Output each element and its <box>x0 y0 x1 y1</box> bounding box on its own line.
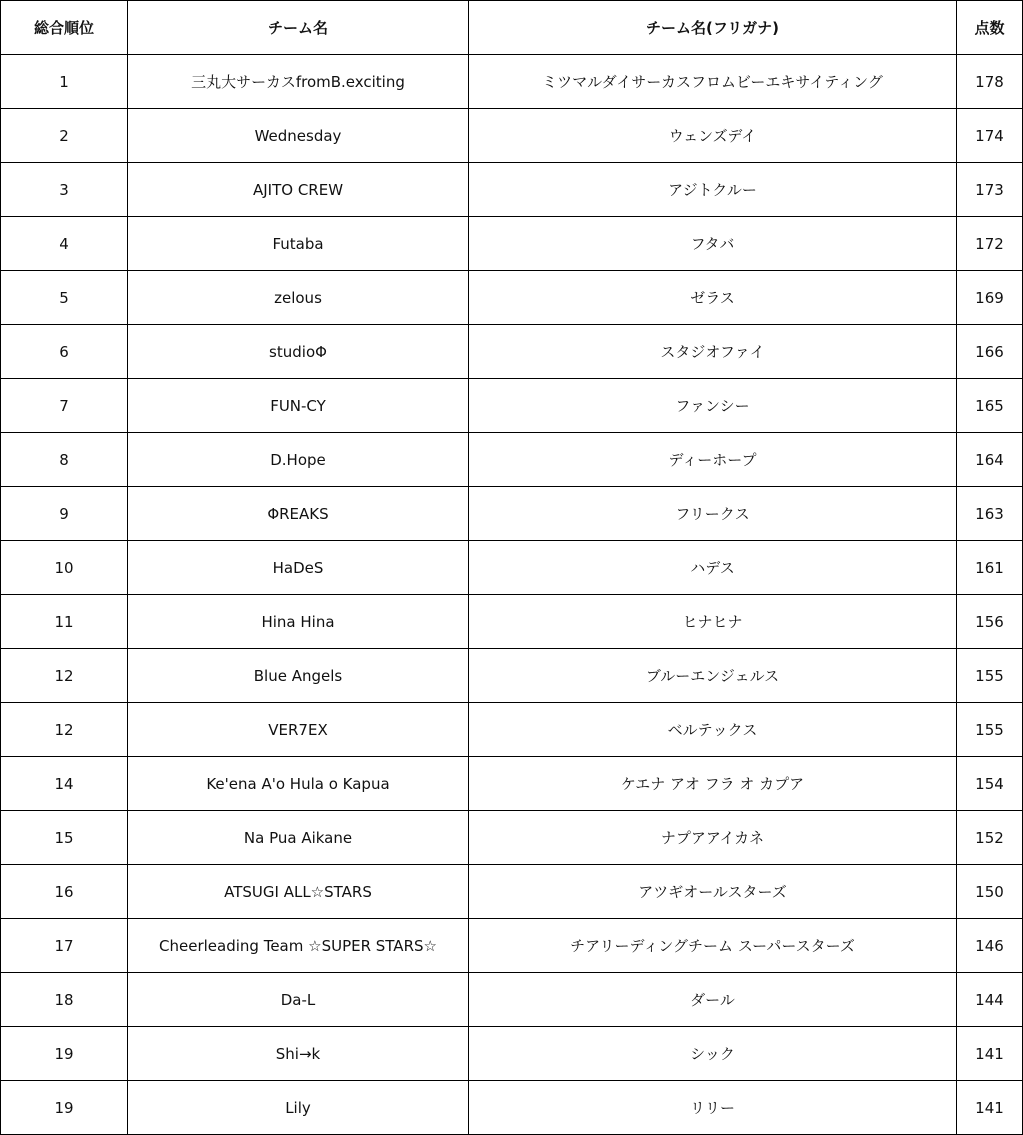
team-name-kana-cell: ウェンズデイ <box>469 109 957 163</box>
score-cell: 141 <box>957 1027 1023 1081</box>
table-body <box>1 55 1023 1135</box>
team-name-cell: Ke'ena A'o Hula o Kapua <box>128 757 469 811</box>
team-name-column-header: チーム名 <box>128 1 469 55</box>
team-name-cell: Cheerleading Team ☆SUPER STARS☆ <box>128 919 469 973</box>
team-name-cell: Wednesday <box>128 109 469 163</box>
team-name-kana-cell: ブルーエンジェルス <box>469 649 957 703</box>
score-cell: 165 <box>957 379 1023 433</box>
team-name-kana-cell: ダール <box>469 973 957 1027</box>
table-row <box>1 271 1023 325</box>
rank-cell: 1 <box>1 55 128 109</box>
score-cell: 155 <box>957 703 1023 757</box>
team-name-kana-cell: ケエナ アオ フラ オ カプア <box>469 757 957 811</box>
team-name-cell: Lily <box>128 1081 469 1135</box>
rank-cell: 12 <box>1 649 128 703</box>
rank-cell: 14 <box>1 757 128 811</box>
team-name-cell: Na Pua Aikane <box>128 811 469 865</box>
table-header <box>1 1 1023 55</box>
table-row <box>1 55 1023 109</box>
table-row <box>1 757 1023 811</box>
score-cell: 173 <box>957 163 1023 217</box>
header-row <box>1 1 1023 55</box>
score-cell: 155 <box>957 649 1023 703</box>
table-row <box>1 865 1023 919</box>
rank-column-header: 総合順位 <box>1 1 128 55</box>
team-name-cell: 三丸大サーカスfromB.exciting <box>128 55 469 109</box>
rank-cell: 12 <box>1 703 128 757</box>
team-name-cell: D.Hope <box>128 433 469 487</box>
team-name-kana-cell: ゼラス <box>469 271 957 325</box>
rank-cell: 8 <box>1 433 128 487</box>
score-cell: 164 <box>957 433 1023 487</box>
team-name-cell: FUN-CY <box>128 379 469 433</box>
team-name-kana-cell: アジトクルー <box>469 163 957 217</box>
team-name-cell: AJITO CREW <box>128 163 469 217</box>
rank-cell: 16 <box>1 865 128 919</box>
team-name-cell: Da-L <box>128 973 469 1027</box>
table-row <box>1 433 1023 487</box>
score-cell: 178 <box>957 55 1023 109</box>
score-cell: 141 <box>957 1081 1023 1135</box>
table-row <box>1 1081 1023 1135</box>
score-cell: 146 <box>957 919 1023 973</box>
rank-cell: 3 <box>1 163 128 217</box>
team-name-cell: ΦREAKS <box>128 487 469 541</box>
rank-cell: 15 <box>1 811 128 865</box>
team-name-kana-column-header: チーム名(フリガナ) <box>469 1 957 55</box>
table-row <box>1 163 1023 217</box>
score-cell: 172 <box>957 217 1023 271</box>
score-cell: 154 <box>957 757 1023 811</box>
team-name-cell: studioΦ <box>128 325 469 379</box>
rank-cell: 11 <box>1 595 128 649</box>
table-row <box>1 379 1023 433</box>
score-cell: 161 <box>957 541 1023 595</box>
score-cell: 169 <box>957 271 1023 325</box>
rank-cell: 19 <box>1 1027 128 1081</box>
table-row <box>1 811 1023 865</box>
team-name-cell: Hina Hina <box>128 595 469 649</box>
table-row <box>1 595 1023 649</box>
team-name-kana-cell: ハデス <box>469 541 957 595</box>
table-row <box>1 703 1023 757</box>
score-cell: 156 <box>957 595 1023 649</box>
team-name-cell: zelous <box>128 271 469 325</box>
team-name-kana-cell: ミツマルダイサーカスフロムビーエキサイティング <box>469 55 957 109</box>
table-row <box>1 217 1023 271</box>
score-cell: 166 <box>957 325 1023 379</box>
table-row <box>1 973 1023 1027</box>
team-name-kana-cell: ヒナヒナ <box>469 595 957 649</box>
table-row <box>1 325 1023 379</box>
team-name-cell: Futaba <box>128 217 469 271</box>
table-row <box>1 487 1023 541</box>
team-name-kana-cell: ディーホープ <box>469 433 957 487</box>
team-name-kana-cell: ベルテックス <box>469 703 957 757</box>
score-cell: 144 <box>957 973 1023 1027</box>
team-name-kana-cell: チアリーディングチーム スーパースターズ <box>469 919 957 973</box>
rank-cell: 2 <box>1 109 128 163</box>
rank-cell: 5 <box>1 271 128 325</box>
table-row <box>1 541 1023 595</box>
score-cell: 150 <box>957 865 1023 919</box>
score-cell: 174 <box>957 109 1023 163</box>
team-name-cell: ATSUGI ALL☆STARS <box>128 865 469 919</box>
team-name-cell: VER7EX <box>128 703 469 757</box>
table-row <box>1 649 1023 703</box>
team-name-kana-cell: ファンシー <box>469 379 957 433</box>
team-name-kana-cell: フタバ <box>469 217 957 271</box>
team-name-kana-cell: フリークス <box>469 487 957 541</box>
table-row <box>1 1027 1023 1081</box>
rank-cell: 18 <box>1 973 128 1027</box>
team-name-kana-cell: スタジオファイ <box>469 325 957 379</box>
table-row <box>1 919 1023 973</box>
table-row <box>1 109 1023 163</box>
team-name-cell: Blue Angels <box>128 649 469 703</box>
team-name-kana-cell: シック <box>469 1027 957 1081</box>
score-cell: 152 <box>957 811 1023 865</box>
rank-cell: 19 <box>1 1081 128 1135</box>
rank-cell: 10 <box>1 541 128 595</box>
rank-cell: 17 <box>1 919 128 973</box>
team-name-cell: HaDeS <box>128 541 469 595</box>
rank-cell: 7 <box>1 379 128 433</box>
team-name-cell: Shi→k <box>128 1027 469 1081</box>
score-column-header: 点数 <box>957 1 1023 55</box>
team-name-kana-cell: ナプアアイカネ <box>469 811 957 865</box>
score-cell: 163 <box>957 487 1023 541</box>
rank-cell: 4 <box>1 217 128 271</box>
rank-cell: 9 <box>1 487 128 541</box>
team-name-kana-cell: アツギオールスターズ <box>469 865 957 919</box>
team-name-kana-cell: リリー <box>469 1081 957 1135</box>
rank-cell: 6 <box>1 325 128 379</box>
